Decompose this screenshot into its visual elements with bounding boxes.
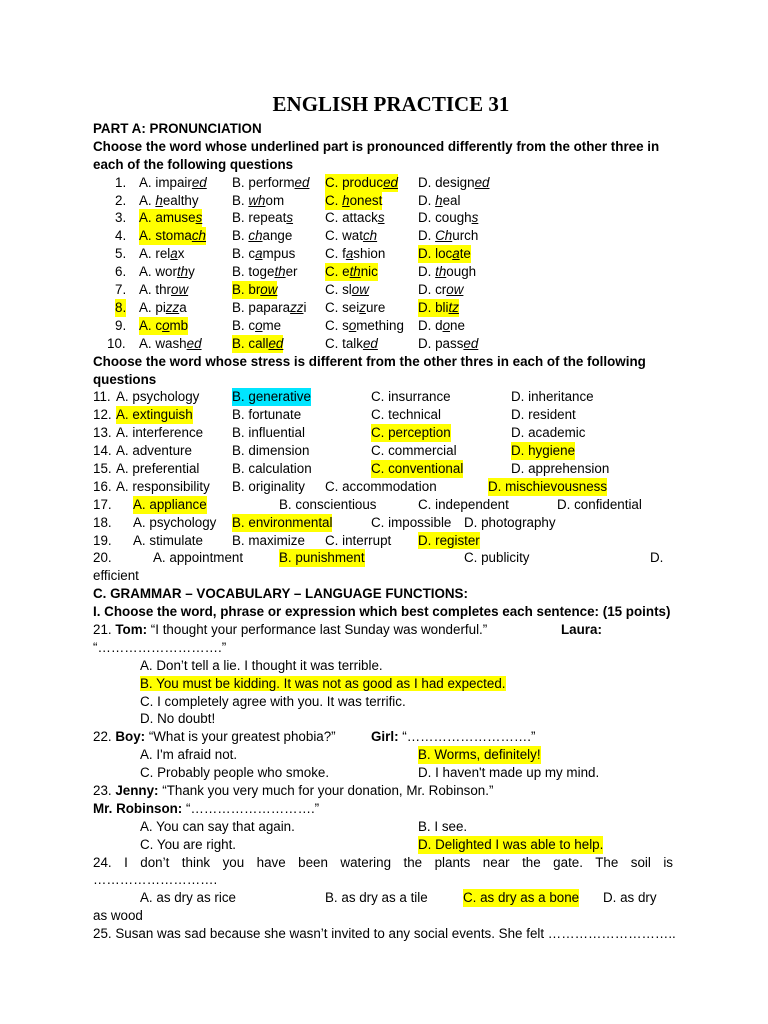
option-c: C. conventional — [371, 460, 464, 476]
part-c-instruction: I. Choose the word, phrase or expression which best completes each sentence: (15 points) — [93, 604, 671, 620]
option-a: A. worthy — [139, 264, 195, 280]
option-b: B. conscientious — [279, 496, 377, 512]
question-number: 11. — [93, 389, 111, 405]
option-c: C. talked — [325, 335, 378, 351]
option-d-continued: efficient — [93, 568, 139, 584]
answer-blank: ………………………. — [93, 872, 218, 888]
option-b: B. fortunate — [232, 407, 302, 423]
option-a: A. stomach — [139, 228, 206, 244]
option-a: A. amuses — [139, 210, 203, 226]
question-number: 13. — [93, 425, 112, 441]
option-b: B. brow — [232, 282, 278, 298]
stress-instruction: Choose the word whose stress is different from the other thres in each of the following questions — [93, 353, 646, 387]
option-b: B. campus — [232, 246, 296, 262]
stress-item — [93, 388, 673, 406]
option-d: D. though — [418, 264, 477, 280]
option-b: B. dimension — [232, 443, 310, 459]
option-c: C. slow — [325, 282, 369, 298]
question-number: 17. — [93, 496, 112, 512]
option-c: C. produced — [325, 174, 398, 190]
speaker: Tom: — [115, 622, 148, 637]
option-b: B. You must be kidding. It was not as good as I had expected. — [140, 675, 506, 691]
pronunciation-item — [93, 245, 673, 263]
option-b: B. generative — [232, 389, 311, 405]
option-c: C. something — [325, 317, 404, 333]
option-c: C. accommodation — [325, 478, 437, 494]
option-b: B. come — [232, 317, 282, 333]
option-d: D. No doubt! — [140, 711, 216, 727]
question-number: 1. — [115, 174, 127, 190]
option-d: D. crow — [418, 282, 464, 298]
part-c-heading: C. GRAMMAR – VOCABULARY – LANGUAGE FUNCTIONS: — [93, 586, 468, 602]
option-c: C. independent — [418, 496, 509, 512]
question-22: 22. Boy: “What is your greatest phobia?” Girl: “……………………….” — [93, 729, 536, 745]
option-c: C. seizure — [325, 299, 386, 315]
option-d: D. academic — [511, 425, 586, 441]
option-b: B. repeats — [232, 210, 294, 226]
option-d: D. hygiene — [511, 443, 576, 459]
document-page — [93, 88, 676, 943]
question-number: 14. — [93, 443, 112, 459]
question-number: 16. — [93, 478, 112, 494]
option-b: B. I see. — [418, 818, 468, 834]
part-a-instruction: Choose the word whose underlined part is pronounced differently from the other three in each of the following questions — [93, 138, 660, 172]
question-number: 3. — [115, 210, 127, 226]
question-number: 5. — [115, 246, 127, 262]
option-b: B. as dry as a tile — [325, 890, 428, 906]
stress-item — [93, 442, 673, 460]
option-a: A. appliance — [133, 496, 207, 512]
option-a: A. I'm afraid not. — [140, 747, 238, 763]
pronunciation-item — [93, 317, 673, 335]
option-a: A. psychology — [133, 514, 217, 530]
option-b: B. environmental — [232, 514, 333, 530]
option-d: D. designed — [418, 174, 490, 190]
option-c: C. attacks — [325, 210, 385, 226]
option-a: A. adventure — [116, 443, 192, 459]
options-row — [93, 746, 673, 764]
option-a: A. interference — [116, 425, 204, 441]
pronunciation-item — [93, 174, 673, 192]
stress-item — [93, 424, 673, 442]
option-d: D. inheritance — [511, 389, 594, 405]
option-c: C. impossible — [371, 514, 452, 530]
option-d: D. blitz — [418, 299, 459, 315]
option-c: C. I completely agree with you. It was terrific. — [140, 693, 406, 709]
question-number: 7. — [115, 282, 127, 298]
question-number: 21. — [93, 622, 116, 637]
option-c: C. Probably people who smoke. — [140, 765, 330, 781]
option-c: C. as dry as a bone — [463, 890, 580, 906]
option-c: C. You are right. — [140, 836, 237, 852]
option-d: D. done — [418, 317, 465, 333]
option-b: B. Worms, definitely! — [418, 747, 541, 763]
option-c: C. perception — [371, 425, 451, 441]
option-a: A. healthy — [139, 192, 199, 208]
question-23: 23. Jenny: “Thank you very much for your donation, Mr. Robinson.” — [93, 783, 494, 799]
option-d: D. as dry — [603, 890, 657, 906]
stress-item — [93, 496, 673, 514]
option-d: D. Church — [418, 228, 479, 244]
question-number: 6. — [115, 264, 127, 280]
option-b: B. calculation — [232, 460, 312, 476]
question-number: 20. — [93, 550, 112, 566]
option-a: A. appointment — [153, 550, 244, 566]
option-a: A. stimulate — [133, 532, 203, 548]
option-c: C. honest — [325, 192, 383, 208]
option-c: C. insurrance — [371, 389, 451, 405]
pronunciation-item — [93, 281, 673, 299]
option-d: D. locate — [418, 246, 471, 262]
question-number: 15. — [93, 460, 112, 476]
options-row — [93, 889, 673, 907]
option-d: D. mischievousness — [488, 478, 608, 494]
part-a-heading: PART A: PRONUNCIATION — [93, 121, 262, 136]
option-a: A. as dry as rice — [140, 890, 236, 906]
stress-item — [93, 478, 673, 496]
pronunciation-item — [93, 335, 673, 353]
option-c: C. watch — [325, 228, 378, 244]
pronunciation-item — [93, 209, 673, 227]
pronunciation-item — [93, 299, 673, 317]
option-a: A. responsibility — [116, 478, 210, 494]
question-number: 12. — [93, 407, 112, 423]
option-b: B. maximize — [232, 532, 305, 548]
option-a: A. preferential — [116, 460, 200, 476]
option-d: D. Delighted I was able to help. — [418, 836, 604, 852]
option-d: D. resident — [511, 407, 576, 423]
option-c: C. commercial — [371, 443, 457, 459]
pronunciation-item — [93, 263, 673, 281]
stress-list — [93, 388, 673, 585]
option-a: A. extinguish — [116, 407, 193, 423]
question-number: 8. — [115, 299, 127, 315]
option-a: A. pizza — [139, 299, 187, 315]
question-number: 19. — [93, 532, 112, 548]
option-d: D. — [650, 550, 664, 566]
speaker: Boy: — [115, 729, 146, 745]
question-number: 2. — [115, 192, 127, 208]
option-b: B. originality — [232, 478, 305, 494]
speaker: Girl: — [371, 729, 399, 745]
option-c: C. fashion — [325, 246, 386, 262]
option-d: D. register — [418, 532, 480, 548]
stress-item — [93, 549, 673, 567]
question-21 — [93, 621, 673, 639]
option-c: C. ethnic — [325, 264, 378, 280]
option-a: A. washed — [139, 335, 202, 351]
option-b: B. paparazzi — [232, 299, 307, 315]
question-text: “I thought your performance last Sunday was wonderful.” — [147, 622, 488, 637]
option-a: A. throw — [139, 282, 189, 298]
options-row — [93, 836, 673, 854]
option-d: D. coughs — [418, 210, 479, 226]
options-row — [93, 764, 673, 782]
pronunciation-item — [93, 192, 673, 210]
page-title: ENGLISH PRACTICE 31 — [272, 92, 510, 116]
option-c: C. publicity — [464, 550, 530, 566]
question-number: 9. — [115, 317, 127, 333]
option-a: A. impaired — [139, 174, 207, 190]
option-a: A. You can say that again. — [140, 818, 295, 834]
option-b: B. performed — [232, 174, 310, 190]
option-a: A. comb — [139, 317, 189, 333]
stress-item — [93, 514, 673, 532]
stress-item — [93, 406, 673, 424]
answer-blank: “……………………….” — [93, 639, 227, 655]
option-a: A. Don’t tell a lie. I thought it was terrible. — [140, 657, 383, 673]
option-b: B. together — [232, 264, 298, 280]
option-a: A. psychology — [116, 389, 200, 405]
stress-item — [93, 460, 673, 478]
speaker: Laura: — [561, 622, 602, 637]
option-c: C. technical — [371, 407, 441, 423]
pronunciation-list — [93, 174, 673, 353]
speaker: Jenny: — [115, 783, 159, 799]
pronunciation-item — [93, 227, 673, 245]
speaker: Mr. Robinson: — [93, 800, 183, 816]
question-number: 18. — [93, 514, 112, 530]
options-row — [93, 818, 673, 836]
option-b: B. punishment — [279, 550, 365, 566]
question-24: 24. I don’t think you have been watering the plants near the gate. The soil is — [93, 854, 673, 870]
option-d: D. heal — [418, 192, 461, 208]
question-23-reply: Mr. Robinson: “……………………….” — [93, 800, 320, 816]
option-d: D. apprehension — [511, 460, 610, 476]
question-number: 10. — [107, 335, 126, 351]
option-b: B. influential — [232, 425, 305, 441]
option-b: B. change — [232, 228, 293, 244]
question-number: 4. — [115, 228, 127, 244]
option-d: D. passed — [418, 335, 479, 351]
option-d: D. I haven't made up my mind. — [418, 765, 600, 781]
option-b: B. called — [232, 335, 284, 351]
stress-item — [93, 532, 673, 550]
question-25: 25. Susan was sad because she wasn’t invited to any social events. She felt ……………………….. — [93, 926, 676, 942]
option-d: D. confidential — [557, 496, 642, 512]
option-c: C. interrupt — [325, 532, 392, 548]
option-d-continued: as wood — [93, 908, 143, 924]
option-a: A. relax — [139, 246, 185, 262]
option-b: B. whom — [232, 192, 285, 208]
option-d: D. photography — [464, 514, 556, 530]
